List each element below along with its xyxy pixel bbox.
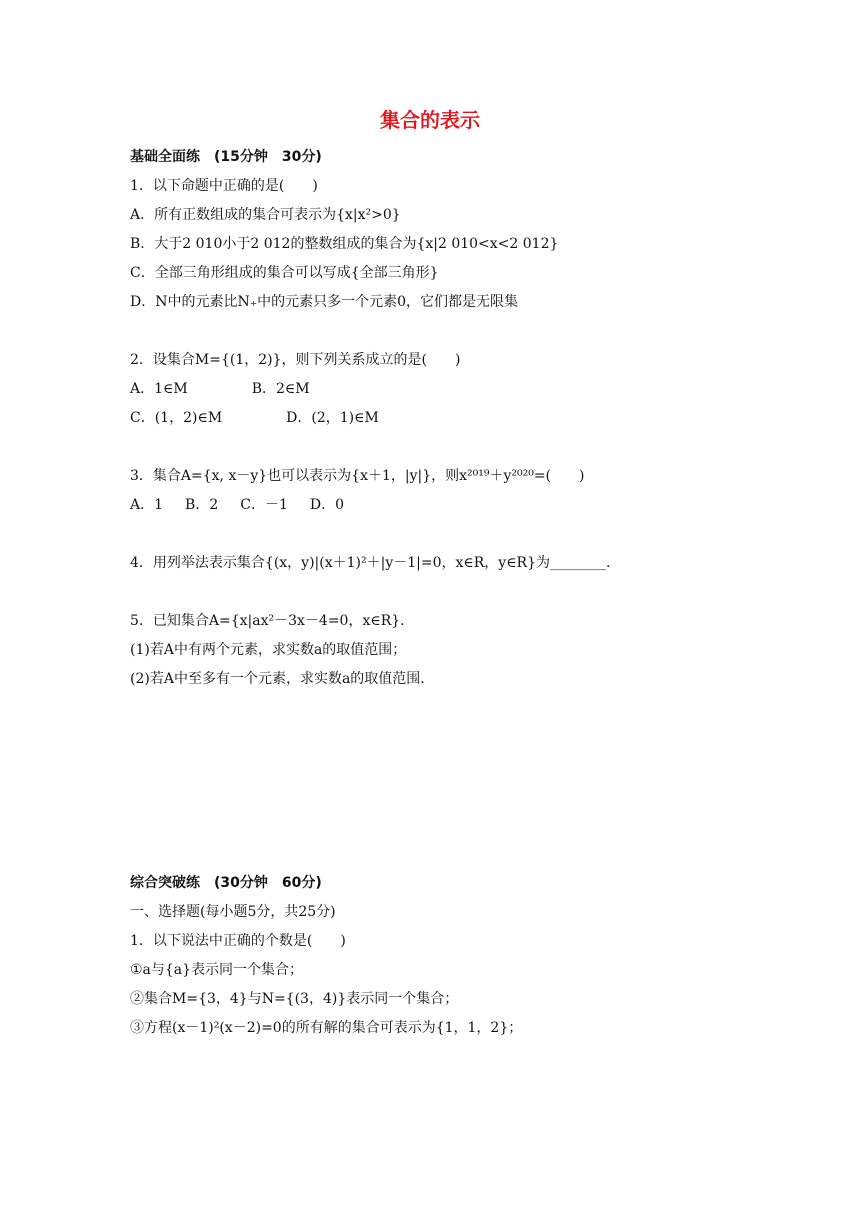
- question-5-stem: 5．已知集合A={x|ax²－3x－4=0，x∈R}.: [130, 613, 405, 629]
- question-5-part-2: (2)若A中至多有一个元素，求实数a的取值范围.: [130, 671, 425, 687]
- section-heading-basic: 基础全面练 (15分钟 30分): [130, 149, 322, 165]
- s2-question-1-statement-2: ②集合M={3，4}与N={(3，4)}表示同一个集合；: [130, 991, 459, 1007]
- question-3-options: [130, 491, 750, 520]
- question-5-part-1: (1)若A中有两个元素，求实数a的取值范围；: [130, 642, 407, 658]
- s2-question-1-stem: 1．以下说法中正确的个数是( ): [130, 933, 346, 949]
- question-4-stem: 4．用列举法表示集合{(x，y)|(x＋1)²＋|y－1|=0，x∈R，y∈R}为________.: [130, 555, 611, 571]
- question-1-option-c: C．全部三角形组成的集合可以写成{全部三角形}: [130, 265, 439, 281]
- question-2-options-row-2: [130, 404, 750, 433]
- question-3-option-c: C．－1: [240, 497, 288, 513]
- s2-question-1-statement-3: ③方程(x－1)²(x－2)=0的所有解的集合可表示为{1，1，2}；: [130, 1020, 523, 1036]
- question-1-option-b: B．大于2 010小于2 012的整数组成的集合为{x|2 010<x<2 012}: [130, 236, 559, 252]
- question-1-option-a: A．所有正数组成的集合可表示为{x|x²>0}: [130, 207, 401, 223]
- s2-question-1-statement-1: ①a与{a}表示同一个集合；: [130, 962, 304, 978]
- subsection-heading: 一、选择题(每小题5分，共25分): [130, 904, 336, 920]
- section-heading-comprehensive: 综合突破练 (30分钟 60分): [130, 875, 322, 891]
- question-3-stem: 3．集合A={x, x－y}也可以表示为{x＋1，|y|}，则x²⁰¹⁹＋y²⁰²⁰=( ): [130, 468, 585, 484]
- question-3-option-d: D．0: [309, 497, 344, 513]
- question-2-option-b: B．2∈M: [251, 381, 310, 397]
- question-3-option-a: A．1: [130, 497, 164, 513]
- question-3-option-b: B．2: [185, 497, 219, 513]
- question-2-option-c: C．(1，2)∈M: [130, 410, 223, 426]
- document-body: [130, 143, 750, 1043]
- question-1-stem: 1．以下命题中正确的是( ): [130, 178, 318, 194]
- question-2-option-a: A．1∈M: [130, 381, 188, 397]
- question-2-option-d: D．(2，1)∈M: [286, 410, 379, 426]
- question-2-stem: 2．设集合M={(1，2)}，则下列关系成立的是( ): [130, 352, 461, 368]
- question-2-options-row-1: [130, 375, 750, 404]
- question-1-option-d: D．N中的元素比N₊中的元素只多一个元素0，它们都是无限集: [130, 294, 519, 310]
- page-title: 集合的表示: [380, 108, 480, 132]
